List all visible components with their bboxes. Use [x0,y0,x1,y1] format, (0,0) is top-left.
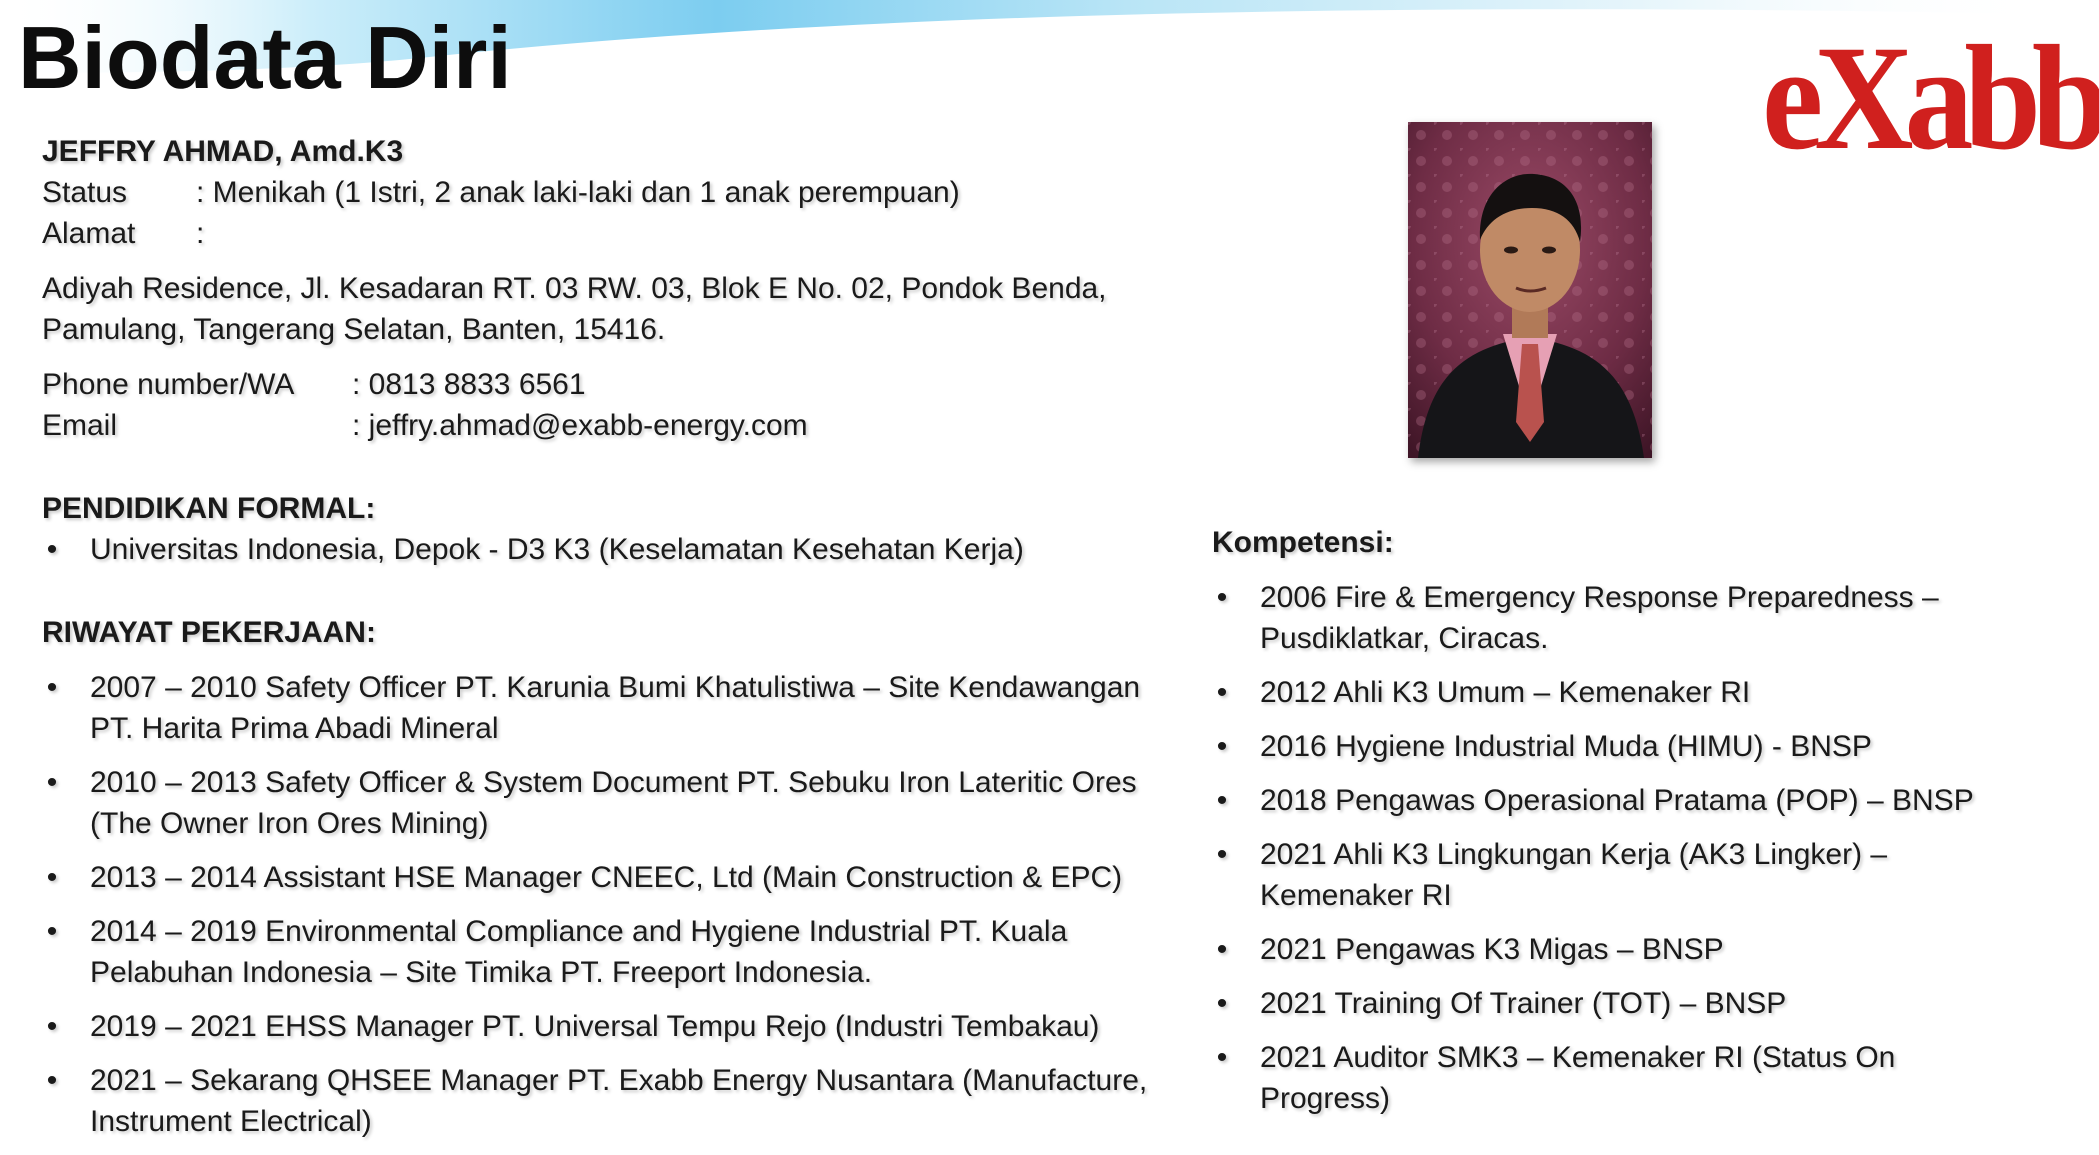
work-item: 2014 – 2019 Environmental Compliance and Hygiene Industrial PT. Kuala Pelabuhan Indonesia – Site Timika PT. Freeport Indonesia. [90,915,1068,989]
list-item [1212,672,2012,713]
bullet-icon: • [1216,933,1228,966]
competency-list [1212,577,2012,1132]
competency-item: 2021 Pengawas K3 Migas – BNSP [1260,933,1724,966]
bullet-icon: • [1216,838,1228,871]
work-item: 2021 – Sekarang QHSEE Manager PT. Exabb Energy Nusantara (Manufacture, Instrument Electrical) [90,1064,1148,1138]
list-item [42,1060,1182,1142]
work-item: 2013 – 2014 Assistant HSE Manager CNEEC, Ltd (Main Construction & EPC) [90,861,1123,894]
bullet-icon: • [46,1064,58,1097]
email-label: Email [42,409,118,442]
bullet-icon: • [1216,730,1228,763]
logo-wordmark: eXabb [1762,15,2099,181]
competency-item: 2012 Ahli K3 Umum – Kemenaker RI [1260,676,1751,709]
list-item [1212,834,2012,916]
bullet-icon: • [1216,1041,1228,1074]
bullet-icon: • [46,533,58,566]
bullet-icon: • [46,766,58,799]
competency-heading: Kompetensi: [1212,526,1394,559]
list-item [1212,726,2012,767]
bullet-icon: • [1216,784,1228,817]
email-value: : jeffry.ahmad@exabb-energy.com [352,409,808,442]
address-label: Alamat [42,217,136,250]
work-heading: RIWAYAT PEKERJAAN: [42,616,376,649]
competency-item: 2021 Ahli K3 Lingkungan Kerja (AK3 Lingker) – Kemenaker RI [1260,838,1888,912]
person-name: JEFFRY AHMAD, Amd.K3 [42,135,404,168]
list-item [1212,929,2012,970]
competency-item: 2016 Hygiene Industrial Muda (HIMU) - BNSP [1260,730,1872,763]
status-label: Status [42,176,128,209]
list-item [42,529,1182,570]
bullet-icon: • [46,861,58,894]
list-item [42,857,1182,898]
address-line-2: Pamulang, Tangerang Selatan, Banten, 15416. [42,313,666,346]
bullet-icon: • [1216,987,1228,1020]
education-list [42,529,1182,583]
page-title: Biodata Diri [18,8,512,107]
list-item [1212,1037,2012,1119]
list-item [42,911,1182,993]
work-item: 2010 – 2013 Safety Officer & System Document PT. Sebuku Iron Lateritic Ores (The Owner Iron Ores Mining) [90,766,1137,840]
phone-label: Phone number/WA [42,368,295,401]
exabb-logo [1762,15,2099,181]
work-list [42,667,1182,1155]
list-item [42,1006,1182,1047]
competency-item: 2021 Training Of Trainer (TOT) – BNSP [1260,987,1787,1020]
bullet-icon: • [46,915,58,948]
profile-photo [1408,122,1652,458]
bullet-icon: • [1216,581,1228,614]
status-value: : Menikah (1 Istri, 2 anak laki-laki dan 1 anak perempuan) [196,176,960,209]
education-heading: PENDIDIKAN FORMAL: [42,492,376,525]
list-item [42,667,1182,749]
list-item [1212,983,2012,1024]
list-item [42,762,1182,844]
list-item [1212,780,2012,821]
address-separator: : [196,217,205,250]
competency-item: 2021 Auditor SMK3 – Kemenaker RI (Status On Progress) [1260,1041,1896,1115]
competency-item: 2006 Fire & Emergency Response Preparedness – Pusdiklatkar, Ciracas. [1260,581,1939,655]
competency-item: 2018 Pengawas Operasional Pratama (POP) – BNSP [1260,784,1974,817]
education-item: Universitas Indonesia, Depok - D3 K3 (Keselamatan Kesehatan Kerja) [90,533,1024,566]
address-line-1: Adiyah Residence, Jl. Kesadaran RT. 03 RW. 03, Blok E No. 02, Pondok Benda, [42,272,1107,305]
work-item: 2007 – 2010 Safety Officer PT. Karunia Bumi Khatulistiwa – Site Kendawangan PT. Harita Prima Abadi Mineral [90,671,1141,745]
bullet-icon: • [46,1010,58,1043]
bullet-icon: • [1216,676,1228,709]
list-item [1212,577,2012,659]
phone-value: : 0813 8833 6561 [352,368,586,401]
work-item: 2019 – 2021 EHSS Manager PT. Universal Tempu Rejo (Industri Tembakau) [90,1010,1100,1043]
bullet-icon: • [46,671,58,704]
